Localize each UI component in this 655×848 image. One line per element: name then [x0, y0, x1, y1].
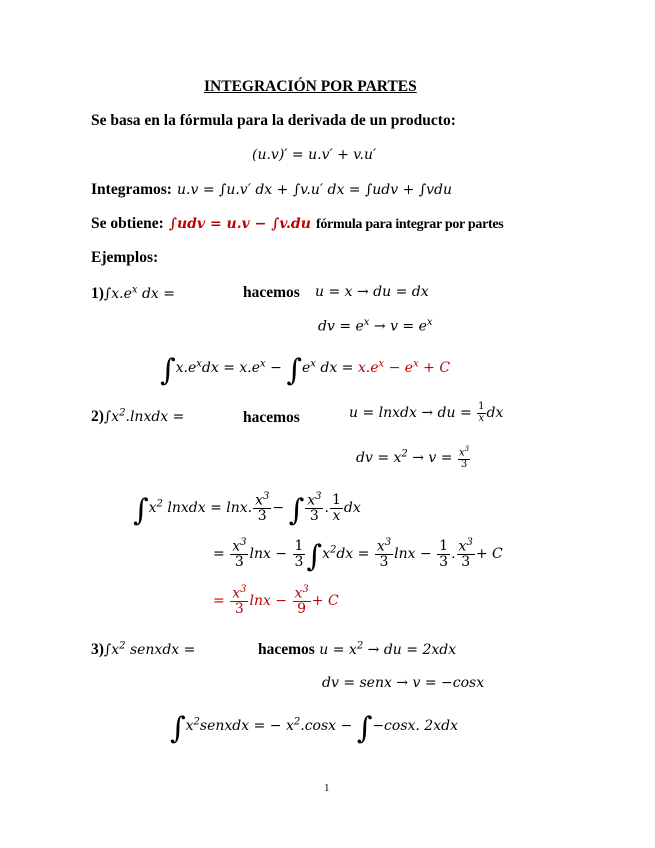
- example-3-statement: $3)\int x^2$ senxdx =: [91, 640, 196, 658]
- example-3-substitution-dv: dv = senx → v = −cosx: [322, 675, 485, 691]
- example-1-substitution-dv: dv = $e^x \to v = e^x$: [318, 317, 433, 335]
- product-derivative-formula: (u.v)′ = u.v′ + v.u′: [252, 147, 377, 163]
- example-1-number: 1): [91, 285, 104, 302]
- example-2-result: = $\frac{x^3}{3}$ lnx − $\frac{x^3}{9}$ + C: [213, 584, 339, 618]
- example-1-hacemos: hacemos: [243, 284, 300, 301]
- obtiene-label: Se obtiene:: [91, 215, 164, 232]
- obtiene-line: [91, 215, 503, 232]
- integramos-label: Integramos:: [91, 181, 172, 198]
- example-1-substitution-u: u = x → du = dx: [315, 284, 429, 300]
- example-3-number: 3): [91, 641, 104, 658]
- page-number: 1: [324, 782, 330, 794]
- example-3-hacemos: hacemos: [258, 641, 315, 658]
- intro-text: Se basa en la fórmula para la derivada de un producto:: [91, 112, 456, 129]
- ejemplos-label: Ejemplos:: [91, 249, 159, 266]
- integramos-line: [91, 181, 452, 198]
- integramos-formula: u.v = ∫u.v′ dx + ∫v.u′ dx = ∫udv + ∫vdu: [177, 182, 452, 198]
- example-1-result: $\int x.e^xdx = x.e^x - \int e^x$ dx = $x.e^x - e^x + C$: [160, 353, 451, 388]
- obtiene-caption: fórmula para integrar por partes: [316, 217, 504, 232]
- example-3-substitution-u-line: hacemos $u = x^2$ → du = 2xdx: [258, 640, 457, 658]
- page-title: INTEGRACIÓN POR PARTES: [204, 78, 417, 95]
- parts-formula: ∫udv = u.v − ∫v.du: [168, 216, 311, 232]
- example-2-hacemos: hacemos: [243, 409, 300, 426]
- example-2-step-2: = $\frac{x^3}{3}$ lnx − $\frac{1}{3}$ $\int x^2dx$ = $\frac{x^3}{3}$ lnx − $\frac{1}{3}$ . $\frac{x^3}{3}$ + C: [213, 537, 503, 575]
- example-2-statement: $2)\int x^2.lnxdx$ =: [91, 407, 185, 425]
- example-2-substitution-dv: dv = $x^2 \to v$ = $\frac{x^3}{3}$: [356, 445, 470, 470]
- example-1-statement: $1)\int x.e^x$ dx =: [91, 284, 175, 302]
- example-2-step-1: $\int x^2$ lnxdx = lnx. $\frac{x^3}{3}$ − ∫ $\frac{x^3}{3}$ . $\frac{1}{x}$ dx: [133, 491, 361, 529]
- example-2-substitution-u: u = lnxdx → du = $\frac{1}{x}$ dx: [349, 401, 504, 424]
- example-2-number: 2): [91, 408, 104, 425]
- example-3-result: $\int x^2senxdx$ = − $x^2.\cos x - \int-\cos x$. 2xdx: [170, 711, 458, 746]
